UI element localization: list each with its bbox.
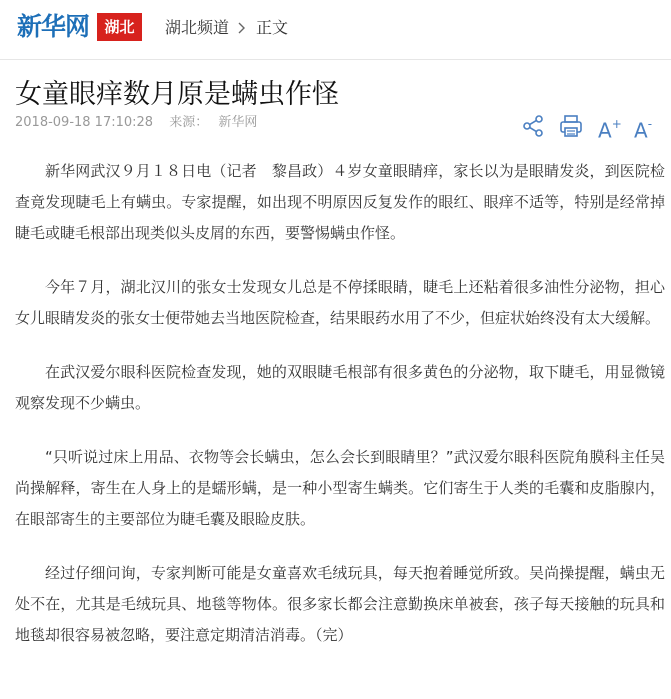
header-divider <box>0 59 671 60</box>
article-meta <box>15 114 269 132</box>
article-paragraph: 今年７月，湖北汉川的张女士发现女儿总是不停揉眼睛，睫毛上还粘着很多油性分泌物，担心女儿眼睛发炎的张女士便带她去当地医院检查，结果眼药水用了不少，但症状始终没有太大缓解。 <box>15 278 665 327</box>
breadcrumb-channel[interactable]: 湖北频道 <box>165 18 230 37</box>
article-paragraph: “只听说过床上用品、衣物等会长螨虫，怎么会长到眼睛里？”武汉爱尔眼科医院角膜科主任吴尚操解释，寄生在人身上的是蠕形螨，是一种小型寄生螨类。它们寄生于人类的毛囊和皮脂腺内，在眼部寄生的主要部位为睫毛囊及眼睑皮肤。 <box>15 448 665 528</box>
publish-date: 2018-09-18 17:10:28 <box>15 115 154 130</box>
font-increase-label: A <box>598 118 612 143</box>
article-paragraph: 新华网武汉９月１８日电（记者 黎昌政）４岁女童眼睛痒，家长以为是眼睛发炎，到医院检查竟发现睫毛上有螨虫。专家提醒，如出现不明原因反复发作的眼红、眼痒不适等，特别是经常掉睫毛或睫毛根部出现类似头皮屑的东西，要警惕螨虫作怪。 <box>15 162 665 242</box>
breadcrumb-separator-icon <box>237 16 247 47</box>
font-increase-button[interactable] <box>598 113 624 143</box>
region-badge[interactable]: 湖北 <box>97 13 142 41</box>
article-title: 女童眼痒数月原是螨虫作怪 <box>15 79 339 110</box>
site-header <box>0 0 671 58</box>
font-decrease-sign: - <box>647 117 653 131</box>
font-increase-sign: + <box>611 117 622 131</box>
print-icon[interactable] <box>558 113 584 139</box>
font-decrease-button[interactable] <box>634 113 660 143</box>
site-logo[interactable]: 新华网 <box>17 12 90 41</box>
font-decrease-label: A <box>634 118 648 143</box>
article-body <box>15 156 665 674</box>
source-label: 来源： <box>169 115 209 130</box>
article-paragraph: 在武汉爱尔眼科医院检查发现，她的双眼睫毛根部有很多黄色的分泌物，取下睫毛，用显微镜观察发现不少螨虫。 <box>15 363 665 412</box>
breadcrumb-current: 正文 <box>256 18 289 37</box>
source-name: 新华网 <box>218 115 258 130</box>
article-paragraph: 经过仔细问询，专家判断可能是女童喜欢毛绒玩具，每天抱着睡觉所致。吴尚操提醒，螨虫无处不在，尤其是毛绒玩具、地毯等物体。很多家长都会注意勤换床单被套，孩子每天接触的玩具和地毯却很容易被忽略，要注意定期清洁消毒。（完） <box>15 564 665 644</box>
share-icon[interactable] <box>520 113 546 139</box>
